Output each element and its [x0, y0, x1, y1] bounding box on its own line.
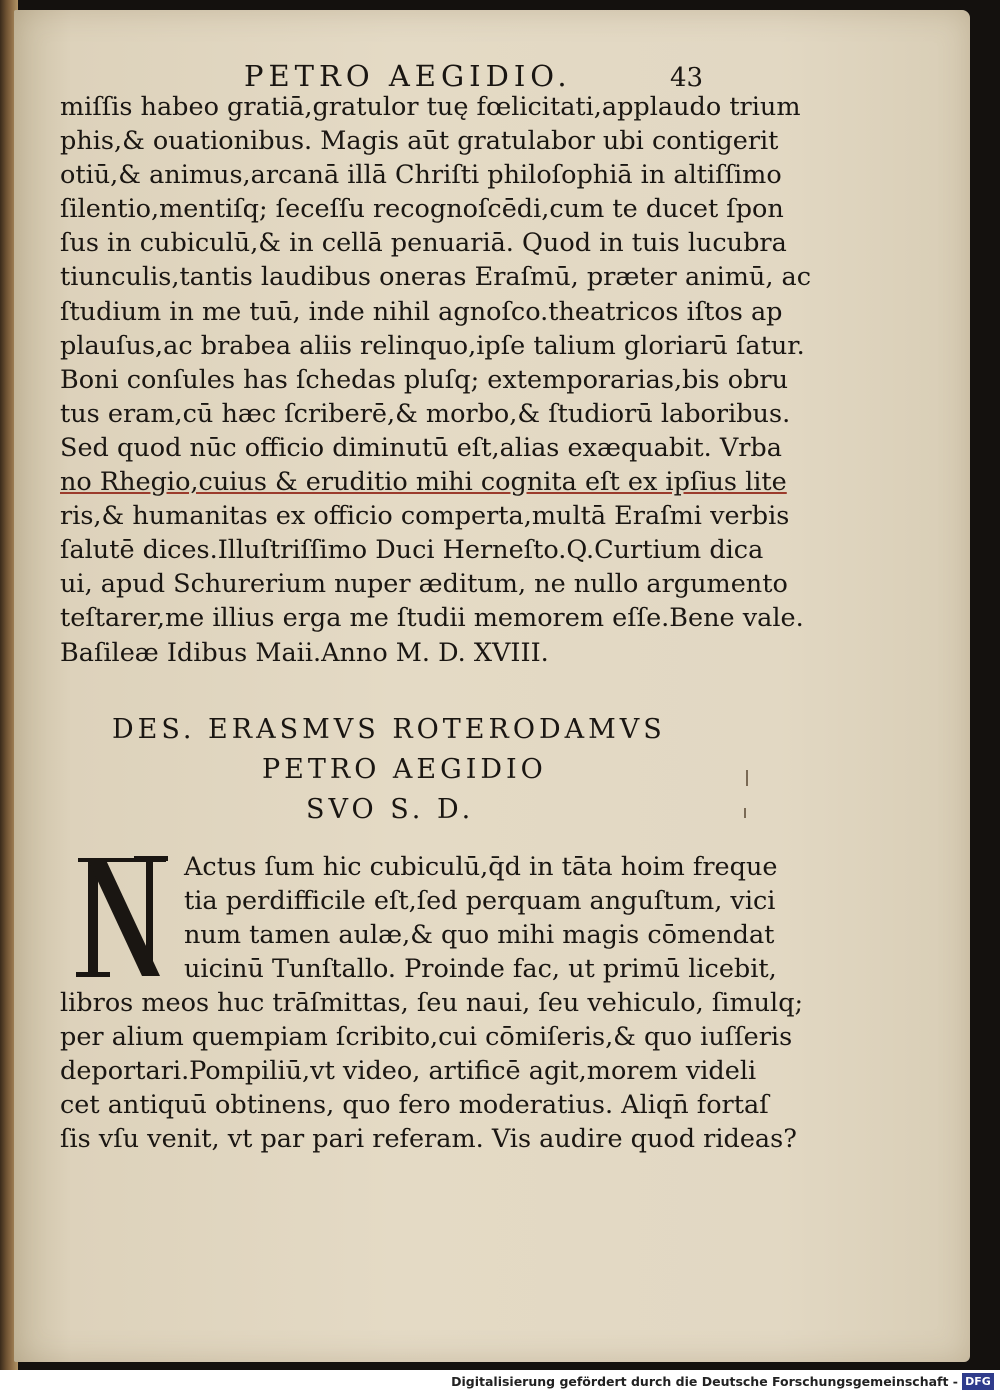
- text-line: Sed quod nūc officio diminutū eſt,alias exæquabit. Vrba: [60, 432, 782, 463]
- text-line: teſtarer,me illius erga me ſtudii memorem eſſe.Bene vale.: [60, 603, 804, 634]
- heading-line: DES. ERASMVS ROTERODAMVS: [112, 714, 666, 745]
- margin-mark: [744, 808, 746, 818]
- text-line: tus eram,cū hæc ſcriberē,& morbo,& ſtudiorū laboribus.: [60, 398, 791, 429]
- text-line: ſus in cubiculū,& in cellā penuariā. Quod in tuis lucubra: [60, 228, 787, 259]
- drop-cap-n: [72, 850, 172, 986]
- text-line: libros meos huc trāſmittas, ſeu naui, ſeu vehiculo, ſimulq;: [60, 988, 804, 1018]
- heading-line: PETRO AEGIDIO: [262, 754, 547, 785]
- text-line: ſis vſu venit, vt par pari referam. Vis audire quod rideas?: [60, 1124, 797, 1155]
- book-page: [14, 10, 970, 1362]
- text-line: ui, apud Schurerium nuper æditum, ne nullo argumento: [60, 569, 788, 600]
- text-line: uicinū Tunſtallo. Proinde fac, ut primū licebit,: [184, 954, 777, 985]
- text-line: otiū,& animus,arcanā illā Chriſti philoſophiā in altiſſimo: [60, 160, 782, 191]
- text-line: ris,& humanitas ex officio comperta,multā Eraſmi verbis: [60, 501, 790, 532]
- running-head: PETRO AEGIDIO.: [244, 59, 572, 93]
- text-line: Boni conſules has ſchedas pluſq; extemporarias,bis obru: [60, 364, 789, 395]
- drop-cap-letter: N: [72, 850, 73, 851]
- text-line: phis,& ouationibus. Magis aūt gratulabor ubi contigerit: [60, 126, 779, 157]
- text-line: tiunculis,tantis laudibus oneras Eraſmū, præter animū, ac: [60, 262, 812, 293]
- text-line: ſtudium in me tuū, inde nihil agnoſco.theatricos iſtos ap: [60, 296, 783, 327]
- text-line: ſalutē dices.Illuſtriſſimo Duci Herneſto.Q.Curtium dica: [60, 535, 764, 566]
- funding-credit: Digitalisierung gefördert durch die Deutsche Forschungsgemeinschaft -: [451, 1374, 958, 1389]
- letter-body-first: [60, 90, 812, 670]
- page-number: 43: [670, 63, 704, 93]
- margin-mark: [746, 770, 748, 786]
- text-line: tia perdifficile eſt,ſed perquam anguſtum, vici: [184, 886, 776, 917]
- text-line: plauſus,ac brabea aliis relinquo,ipſe talium gloriarū ſatur.: [60, 330, 805, 361]
- text-line: per alium quempiam ſcribito,cui cōmiſeris,& quo iuſſeris: [60, 1022, 793, 1053]
- text-line: Baſileæ Idibus Maii.Anno M. D. XVIII.: [60, 637, 549, 668]
- text-line: Actus ſum hic cubiculū,q̄d in tāta hoim freque: [184, 852, 778, 882]
- letter-body-second-indented: [184, 850, 884, 986]
- letter-body-second: [60, 986, 804, 1156]
- text-line-annotated: no Rhegio,cuius & eruditio mihi cognita eſt ex ipſius lite: [60, 467, 787, 498]
- text-line: ſilentio,mentiſq; ſeceſſu recognoſcēdi,cum te ducet ſpon: [60, 194, 784, 225]
- text-line: cet antiquū obtinens, quo fero moderatius. Aliqn̄ fortaſ: [60, 1090, 769, 1121]
- heading-line: SVO S. D.: [306, 794, 475, 825]
- text-line: deportari.Pompiliū,vt video, artificē agit,morem videli: [60, 1056, 757, 1087]
- text-line: miſſis habeo gratiā,gratulor tuę fœlicitati,applaudo trium: [60, 92, 801, 122]
- footer-bar: [0, 1370, 1000, 1395]
- text-line: num tamen aulæ,& quo mihi magis cōmendat: [184, 920, 775, 951]
- dfg-logo: DFG: [962, 1373, 994, 1390]
